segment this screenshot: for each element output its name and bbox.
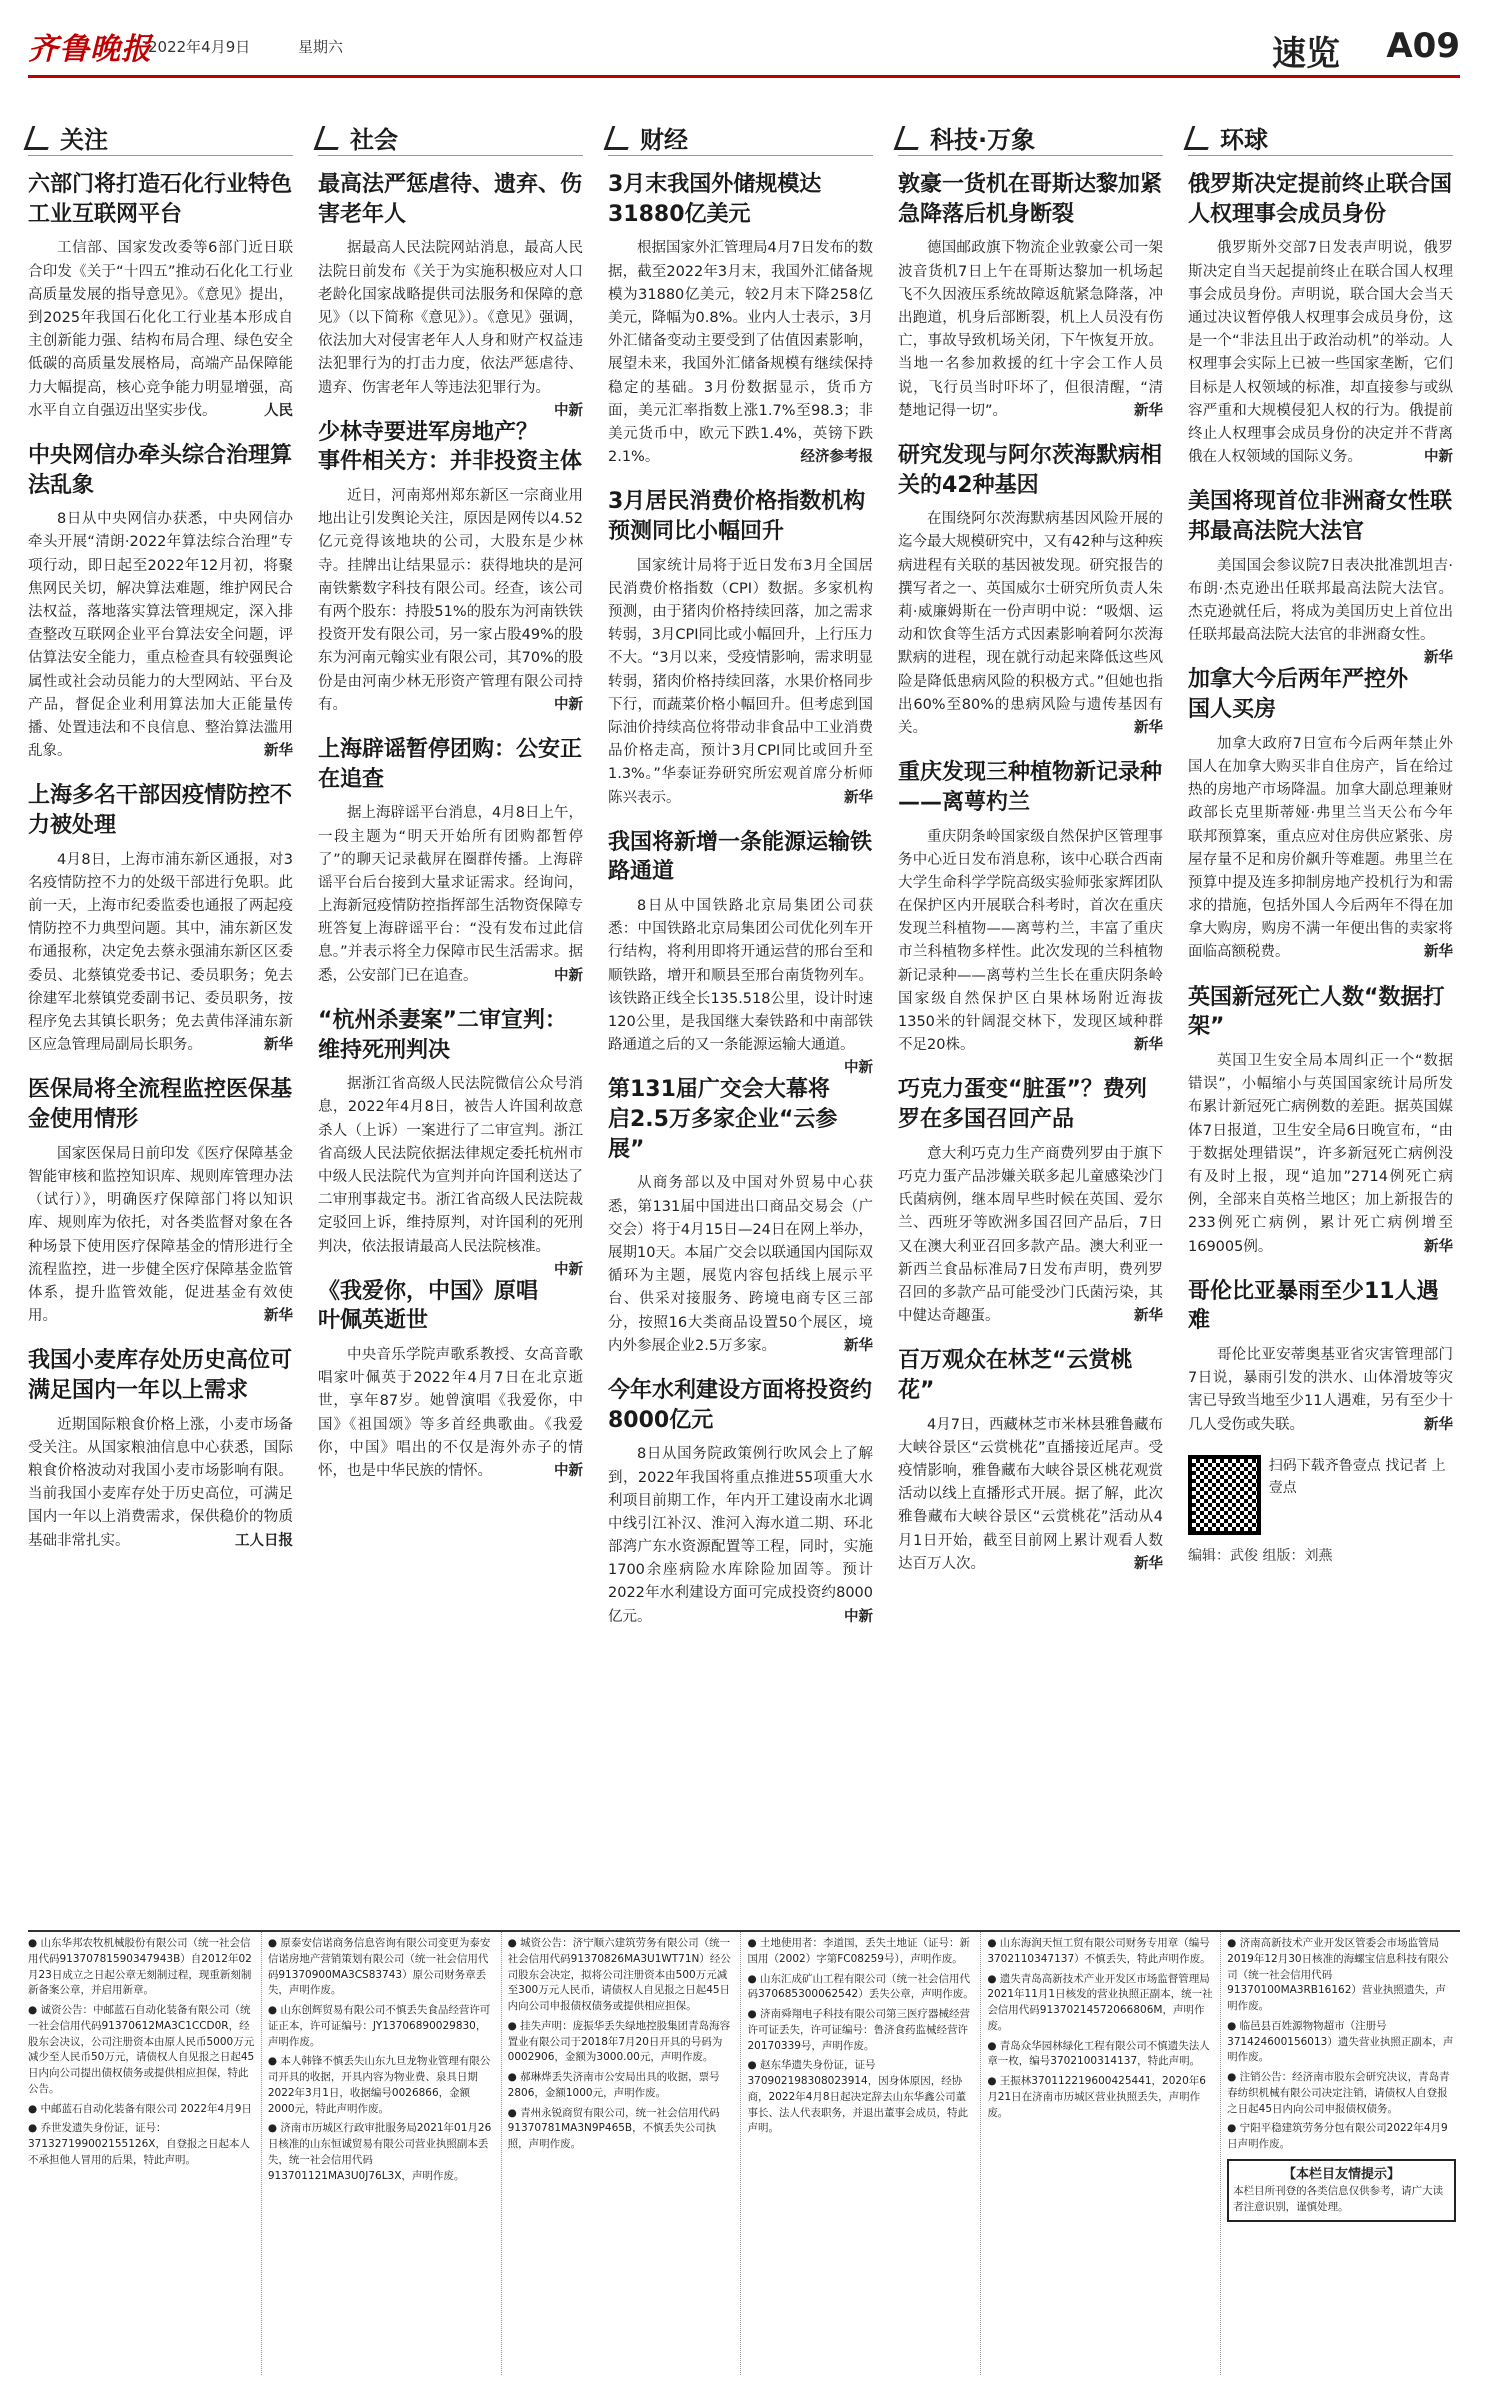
article-headline: 第131届广交会大幕将启2.5万多家企业“云参展”: [608, 1077, 838, 1162]
classified-item: ● 挂失声明：庞振华丢失绿地控股集团青岛海容置业有限公司于2018年7月20日开具的号码为0002906，金额为3000.00元，声明作废。: [507, 2019, 731, 2064]
classified-item: ● 济南舜翔电子科技有限公司第三医疗器械经营许可证丢失，许可证编号：鲁济食药监械经营许20170339号，声明作废。: [747, 2008, 970, 2052]
article: [318, 1006, 583, 1278]
classified-item: ● 赵东华遗失身份证，证号370902198308023914，因身体原因，经协商，2022年4月8日起决定辞去山东华鑫公司董事长、法人代表职务，并退出董事会成员，特此声明。: [747, 2059, 968, 2135]
news-column-5: [1188, 120, 1453, 1565]
article-source: 中新: [844, 1608, 873, 1625]
article-source: 新华: [264, 1308, 293, 1325]
article-source: 中新: [554, 1261, 583, 1278]
article-headline: 我国将新增一条能源运输铁路通道: [608, 829, 873, 885]
article-headline: 少林寺要进军房地产？事件相关方：并非投资主体: [318, 419, 583, 475]
article: [318, 170, 583, 419]
article-headline: 英国新冠死亡人数“数据打架”: [1188, 984, 1445, 1040]
article-headline: 哥伦比亚暴雨至少11人遇难: [1188, 1278, 1439, 1334]
news-column-1: [28, 120, 293, 1571]
column-tag: [608, 120, 873, 156]
news-column-3: [608, 120, 873, 1647]
article-source: 新华: [1134, 1037, 1163, 1054]
classified-item: ● 遗失青岛高新技术产业开发区市场监督管理局2021年11月1日核发的营业执照正副本，统一社会信用代码91370214572066806M，声明作废。: [987, 1972, 1213, 2032]
article-source: 新华: [1134, 1555, 1163, 1572]
arrow-mark-icon: [894, 126, 927, 150]
classified-item: ● 城资公告：济宁顺六建筑劳务有限公司（统一社会信用代码91370826MA3U1WT71N）经公司股东会决定，拟将公司注册资本由500万元减至300万元人民币，请债权人自见报之日起45日内向公司申报债权债务或提供相应担保。: [507, 1937, 731, 2012]
article-headline: 俄罗斯决定提前终止联合国人权理事会成员身份: [1188, 172, 1453, 227]
article-source: 新华: [844, 1337, 873, 1354]
classified-item: ● 注销公告：经济南市股东会研究决议，青岛青春纺织机械有限公司决定注销，请债权人自登报之日起45日内向公司申报债权债务。: [1227, 2071, 1450, 2115]
article-body: 近日，河南郑州郑东新区一宗商业用地出让引发舆论关注，原因是网传以4.52亿元竞得该地块的公司，大股东是少林寺。挂牌出让结果显示：获得地块的是河南铁紫数字科技有限公司。经查，该公司有两个股东：持股51%的股东为河南铁铁投资开发有限公司，另一家占股49%的股东为河南元翰实业有限公司，其70%的股份是由河南少林无形资产管理有限公司持有。 中新: [318, 485, 583, 717]
article-headline: 上海多名干部因疫情防控不力被处理: [28, 783, 293, 838]
article-body: 国家统计局将于近日发布3月全国居民消费价格指数（CPI）数据。多家机构预测，由于猪肉价格持续回落，加之需求转弱，3月CPI同比或小幅回升，上行压力不大。“3月以来，受疫情影响，需求明显转弱，猪肉价格持续回落，水果价格同步下行，而蔬菜价格小幅回升。但考虑到国际油价持续高位将带动非食品中工业消费品价格走高，预计3月CPI同比或回升至1.3%。”华泰证券研究所宏观首席分析师陈兴表示。 新华: [608, 555, 873, 810]
article-source: 新华: [1424, 1238, 1453, 1255]
article-headline: 重庆发现三种植物新记录种——离萼杓兰: [898, 760, 1163, 815]
publication-date: 2022年4月9日: [148, 38, 251, 56]
article-source: 新华: [1424, 944, 1453, 961]
article-headline: 加拿大今后两年严控外国人买房: [1188, 667, 1409, 723]
article-source: 新华: [264, 743, 293, 760]
article-source: 中新: [1424, 449, 1453, 466]
classified-item: ● 山东华邦农牧机械股份有限公司（统一社会信用代码91370781590347943B）自2012年02月23日成立之日起公章无刻制过程，现重新刻制新备案公章，并启用新章。: [28, 1937, 252, 1997]
article: [898, 1075, 1163, 1328]
classified-item: ● 济南高新技术产业开发区管委会市场监管局2019年12月30日核准的海螺宝信息科技有限公司（统一社会信用代码91370100MA3RB16162）营业执照遗失，声明作废。: [1227, 1937, 1449, 2012]
classified-item: ● 山东创辉贸易有限公司不慎丢失食品经营许可证正本，许可证编号：JY13706890029830，声明作废。: [267, 2004, 491, 2048]
classified-item: ● 乔世发遗失身份证，证号：371327199002155126X，自登报之日起本人不承担他人冒用的后果，特此声明。: [28, 2122, 250, 2166]
column-tag-label: 财经: [640, 126, 688, 154]
article: [898, 170, 1163, 423]
article: [608, 828, 873, 1077]
article-headline: 敦豪一货机在哥斯达黎加紧急降落后机身断裂: [898, 172, 1163, 227]
article: [28, 1075, 293, 1328]
classified-column: [268, 1932, 502, 2375]
article: [1188, 983, 1453, 1259]
arrow-mark-icon: [604, 126, 637, 150]
classified-item: ● 原泰安信诺商务信息咨询有限公司变更为泰安信诺房地产营销策划有限公司（统一社会信用代码91370900MA3CS83743）原公司财务章丢失，声明作废。: [267, 1937, 491, 1997]
publication-weekday: 星期六: [298, 38, 344, 56]
classified-column: [28, 1932, 262, 2375]
classified-column: [987, 1932, 1221, 2375]
column-tag: [318, 120, 583, 156]
article-source: 新华: [1424, 1416, 1453, 1433]
column-tag: [1188, 120, 1453, 156]
article-source: 新华: [1134, 719, 1163, 736]
article: [28, 1346, 293, 1553]
article-body: 国家医保局日前印发《医疗保障基金智能审核和监控知识库、规则库管理办法（试行）》，明确医疗保障部门将以知识库、规则库为依托，对各类监督对象在各种场景下使用医疗保障基金的情形进行全流程监控，进一步健全医疗保障基金监管体系，提升监管效能，促进基金有效使用。 新华: [28, 1143, 293, 1329]
classified-column: [508, 1932, 742, 2375]
article-headline: 3月末我国外储规模达31880亿美元: [608, 172, 822, 227]
article-body: 据浙江省高级人民法院微信公众号消息，2022年4月8日，被告人许国利故意杀人（上诉）一案进行了二审宣判。浙江省高级人民法院依据法律规定委托杭州市中级人民法院代为宣判并向许国利送达了二审刑事裁定书。浙江省高级人民法院裁定驳回上诉，维持原判，对许国利的死刑判决，依法报请最高人民法院核准。 中新: [318, 1073, 583, 1259]
article-body: 据最高人民法院网站消息，最高人民法院日前发布《关于为实施积极应对人口老龄化国家战略提供司法服务和保障的意见》（以下简称《意见》）。《意见》强调，依法加大对侵害老年人人身和财产权益违法犯罪行为的打击力度，依法严惩虐待、遗弃、伤害老年人等违法犯罪行为。 中新: [318, 237, 583, 399]
article: [28, 441, 293, 763]
article-source: 新华: [1424, 650, 1453, 667]
classified-item: ● 本人韩锋不慎丢失山东九旦龙物业管理有限公司开具的收据，开具内容为物业费、泉具日期2022年3月1日，收据编号0026866，金额2000元，特此声明作废。: [267, 2055, 491, 2115]
article-body: 重庆阴条岭国家级自然保护区管理事务中心近日发布消息称，该中心联合西南大学生命科学学院高级实验师张家辉团队在保护区内开展联合科考时，首次在重庆发现兰科植物——离萼杓兰，丰富了重庆市兰科植物多样性。此次发现的兰科植物新记录种——离萼杓兰生长在重庆阴条岭国家级自然保护区白果林场附近海拔1350米的针阔混交林下，发现区域种群不足20株。 新华: [898, 826, 1163, 1058]
article-body: 俄罗斯外交部7日发表声明说，俄罗斯决定自当天起提前终止在联合国人权理事会成员身份。声明说，联合国大会当天通过决议暂停俄人权理事会成员身份，这是一个“非法且出于政治动机”的举动。人权理事会实际上已被一些国家垄断，它们目标是人权领域的标准，却直接参与或纵容严重和大规模侵犯人权的行为。俄提前终止人权理事会成员身份的决定并不背离俄在人权领域的国际义务。 中新: [1188, 237, 1453, 469]
article-source: 新华: [1134, 1308, 1163, 1325]
classified-item: ● 郝琳烨丢失济南市公安局出具的收据，票号2806，金额1000元，声明作废。: [507, 2071, 720, 2099]
hint-text: 本栏目所刊登的各类信息仅供参考，请广大读者注意识别，谨慎处理。: [1233, 2185, 1444, 2213]
article-body: 德国邮政旗下物流企业敦豪公司一架波音货机7日上午在哥斯达黎加一机场起飞不久因液压系统故障返航紧急降落，冲出跑道，机身后部断裂，机上人员没有伤亡，事故导致机场关闭，下午恢复开放。当地一名参加救援的红十字会工作人员说，飞行员当时吓坏了，但很清醒，“清楚地记得一切”。 新华: [898, 237, 1163, 423]
article-headline: 医保局将全流程监控医保基金使用情形: [28, 1077, 293, 1133]
article-source: 新华: [1134, 402, 1163, 419]
article: [608, 1075, 873, 1358]
hint-title: 【本栏目友情提示】: [1283, 2166, 1401, 2182]
column-tag-label: 科技·万象: [930, 126, 1036, 154]
qr-code-icon[interactable]: [1188, 1455, 1261, 1535]
article-headline: 巧克力蛋变“脏蛋”？费列罗在多国召回产品: [898, 1077, 1147, 1133]
article-body: 8日从国务院政策例行吹风会上了解到，2022年我国将重点推进55项重大水利项目前期工作，年内开工建设南水北调中线引江补汉、淮河入海水道二期、环北部湾广东水资源配置等工程，同时，实施1700余座病险水库除险加固等。预计2022年水利建设方面可完成投资约8000亿元。 中新: [608, 1443, 873, 1629]
article-body: 在围绕阿尔茨海默病基因风险开展的迄今最大规模研究中，又有42种与这种疾病进程有关联的基因被发现。研究报告的撰写者之一、英国威尔士研究所负责人朱莉·威廉姆斯在一份声明中说：“吸烟、运动和饮食等生活方式因素影响着阿尔茨海默病的进程，现在就行动起来降低这些风险是降低患病风险的积极方式。”但她也指出60%至80%的患病风险与遗传基因有关。 新华: [898, 508, 1163, 740]
article-source: 中新: [554, 696, 583, 713]
article-body: 据上海辟谣平台消息，4月8日上午，一段主题为“明天开始所有团购都暂停了”的聊天记录截屏在圈群传播。上海辟谣平台后台接到大量求证需求。经询问，上海新冠疫情防控指挥部生活物资保障专班答复上海辟谣平台：“没有发布过此信息。”并表示将全力保障市民生活需求。据悉，公安部门已在追查。 中新: [318, 802, 583, 988]
classified-item: ● 济南市历城区行政审批服务局2021年01月26日核准的山东恒诚贸易有限公司营业执照副本丢失，统一社会信用代码913701121MA3U0J76L3X，声明作废。: [267, 2122, 492, 2182]
column-tag-label: 社会: [350, 126, 398, 154]
article-body: 英国卫生安全局本周纠正一个“数据错误”，小幅缩小与英国国家统计局所发布累计新冠死亡病例数的差距。据英国媒体7日报道，卫生安全局6日晚宣布，“由于数据处理错误”，许多新冠死亡病例没有及时上报，现“追加”2714例死亡病例，全部来自英格兰地区；加上新报告的233例死亡病例，累计死亡病例增至169005例。 新华: [1188, 1050, 1453, 1259]
article: [898, 758, 1163, 1057]
article: [28, 170, 293, 423]
column-tag: [28, 120, 293, 156]
article: [318, 735, 583, 988]
arrow-mark-icon: [314, 126, 347, 150]
article: [28, 781, 293, 1057]
article-headline: 美国将现首位非洲裔女性联邦最高法院大法官: [1188, 489, 1453, 544]
article-source: 经济参考报: [800, 449, 873, 466]
article: [898, 441, 1163, 740]
article-headline: 我国小麦库存处历史高位可满足国内一年以上需求: [28, 1348, 293, 1403]
article-source: 中新: [554, 967, 583, 984]
arrow-mark-icon: [1184, 126, 1217, 150]
article-body: 从商务部以及中国对外贸易中心获悉，第131届中国进出口商品交易会（广交会）将于4月15日—24日在网上举办，展期10天。本届广交会以联通国内国际双循环为主题，展览内容包括线上展示平台、供采对接服务、跨境电商专区三部分，按照16大类商品设置50个展区，境内外参展企业2.5万多家。 新华: [608, 1172, 873, 1358]
article: [608, 487, 873, 809]
arrow-mark-icon: [24, 126, 57, 150]
article-headline: “杭州杀妻案”二审宣判：维持死刑判决: [318, 1007, 567, 1063]
newspaper-logo: 齐鲁晚报: [28, 32, 152, 67]
classified-item: ● 宁阳平稳建筑劳务分包有限公司2022年4月9日声明作废。: [1227, 2122, 1448, 2150]
article-headline: 3月居民消费价格指数机构预测同比小幅回升: [608, 489, 866, 544]
news-column-2: [318, 120, 583, 1501]
classified-item: ● 土地使用者：李道国，丢失土地证（证号：新国用（2002）字第FC08259号），声明作废。: [747, 1937, 970, 1965]
article: [1188, 170, 1453, 469]
article-body: 近期国际粮食价格上涨，小麦市场备受关注。从国家粮油信息中心获悉，国际粮食价格波动对我国小麦市场影响有限。当前我国小麦库存处于历史高位，可满足国内一年以上消费需求，保供稳价的物质基础非常扎实。 工人日报: [28, 1414, 293, 1553]
column-tag-label: 关注: [60, 126, 108, 154]
column-tag-label: 环球: [1220, 126, 1268, 154]
qr-caption: 扫码下载齐鲁壹点 找记者 上壹点: [1268, 1457, 1446, 1497]
article-source: 中新: [844, 1060, 873, 1077]
article-headline: 研究发现与阿尔茨海默病相关的42种基因: [898, 442, 1163, 498]
classified-item: ● 山东海润天恒工贸有限公司财务专用章（编号3702110347137）不慎丢失，特此声明作废。: [987, 1937, 1211, 1965]
article: [1188, 1277, 1453, 1437]
classified-item: ● 诚资公告：中邮蓝石自动化装备有限公司（统一社会信用代码91370612MA3C1CCD0R，经股东会决议，公司注册资本由原人民币5000万元减少至人民币50万元，请债权人自见报之日起45日内向公司提出债权债务或提供相应担保，特此公告。: [28, 2004, 255, 2095]
article-headline: 今年水利建设方面将投资约8000亿元: [608, 1377, 873, 1433]
qr-promo: [1188, 1455, 1453, 1535]
article-headline: 最高法严惩虐待、遗弃、伤害老年人: [318, 172, 583, 227]
section-name: 速览: [1272, 34, 1340, 74]
article-headline: 百万观众在林芝“云赏桃花”: [898, 1348, 1133, 1403]
article-body: 根据国家外汇管理局4月7日发布的数据，截至2022年3月末，我国外汇储备规模为31880亿美元，较2月末下降258亿美元，降幅为0.8%。业内人士表示，3月外汇储备变动主要受到了估值因素影响，展望未来，我国外汇储备规模有继续保持稳定的基础。3月份数据显示，货币方面，美元汇率指数上涨1.7%至98.3；非美元货币中，欧元下跌1.4%，英镑下跌2.1%。 经济参考报: [608, 237, 873, 469]
article-source: 工人日报: [235, 1532, 293, 1549]
article: [318, 1277, 583, 1484]
classified-item: ● 青州永锐商贸有限公司，统一社会信用代码91370781MA3N9P465B，不慎丢失公司执照，声明作废。: [507, 2106, 720, 2150]
article-body: 哥伦比亚安蒂奥基亚省灾害管理部门7日说，暴雨引发的洪水、山体滑坡等灾害已导致当地至少11人遇难，另有至少十几人受伤或失联。 新华: [1188, 1344, 1453, 1437]
page-number: A09: [1386, 26, 1460, 66]
article-headline: 六部门将打造石化行业特色工业互联网平台: [28, 172, 293, 227]
article-body: 4月8日，上海市浦东新区通报，对3名疫情防控不力的处级干部进行免职。此前一天，上海市纪委监委也通报了两起疫情防控不力典型问题。其中，浦东新区发布通报称，决定免去蔡永强浦东新区区委委员、北蔡镇党委书记、委员职务；免去徐建军北蔡镇党委副书记、委员职务，按程序免去其镇长职务；免去黄伟泽浦东新区应急管理局副局长职务。 新华: [28, 849, 293, 1058]
article-body: 4月7日，西藏林芝市米林县雅鲁藏布大峡谷景区“云赏桃花”直播接近尾声。受疫情影响，雅鲁藏布大峡谷景区桃花观赏活动以线上直播形式开展。据了解，此次雅鲁藏布大峡谷景区“云赏桃花”活动从4月1日开始，截至目前网上累计观看人数达百万人次。 新华: [898, 1414, 1163, 1576]
news-column-4: [898, 120, 1163, 1594]
classified-column: [1227, 1932, 1460, 2375]
article: [608, 170, 873, 469]
article-headline: 《我爱你，中国》原唱叶佩英逝世: [318, 1278, 539, 1334]
article: [1188, 487, 1453, 667]
article-body: 中央音乐学院声歌系教授、女高音歌唱家叶佩英于2022年4月7日在北京逝世，享年87岁。她曾演唱《我爱你，中国》《祖国颂》等多首经典歌曲。《我爱你，中国》唱出的不仅是海外赤子的情怀，也是中华民族的情怀。 中新: [318, 1344, 583, 1483]
classified-item: ● 青岛众华园林绿化工程有限公司不慎遗失法人章一枚，编号3702100314137，特此声明。: [987, 2039, 1210, 2068]
article-source: 新华: [844, 789, 873, 806]
masthead: [28, 22, 1460, 78]
article-body: 意大利巧克力生产商费列罗由于旗下巧克力蛋产品涉嫌关联多起儿童感染沙门氏菌病例，继本周早些时候在英国、爱尔兰、西班牙等欧洲多国召回产品后，7日又在澳大利亚召回多款产品。澳大利亚一新西兰食品标准局7日发布声明，费列罗召回的多款产品可能受沙门氏菌污染，其中健达奇趣蛋。 新华: [898, 1143, 1163, 1329]
article-body: 加拿大政府7日宣布今后两年禁止外国人在加拿大购买非自住房产，旨在给过热的房地产市场降温。加拿大副总理兼财政部长克里斯蒂娅·弗里兰当天公布今年联邦预算案，重点应对住房供应紧张、房屋存量不足和房价飙升等难题。弗里兰在预算中提及连多抑制房地产投机行为和需求的措施，包括外国人今后两年不得在加拿大购房，购房不满一年便出售的卖家将面临高额税费。 新华: [1188, 733, 1453, 965]
article-source: 新华: [264, 1037, 293, 1054]
classified-item: ● 山东汇成矿山工程有限公司（统一社会信用代码370685300062542）丢失公章，声明作废。: [747, 1972, 974, 2001]
article: [608, 1376, 873, 1629]
article-body: 8日从中国铁路北京局集团公司获悉：中国铁路北京局集团公司优化列车开行结构，将利用即将开通运营的邢台至和顺铁路，增开和顺县至邢台南货物列车。该铁路正线全长135.518公里，设计时速120公里，是我国继大秦铁路和中南部铁路通道之后的又一条能源运输大通道。 中新: [608, 895, 873, 1057]
article: [898, 1346, 1163, 1576]
classified-item: ● 中邮蓝石自动化装备有限公司 2022年4月9日: [28, 2102, 252, 2115]
hint-box: [1227, 2159, 1456, 2222]
article: [1188, 665, 1453, 964]
article-source: 人民: [264, 402, 293, 419]
column-tag: [898, 120, 1163, 156]
classified-item: ● 临邑县百姓源物物超市（注册号371424600156013）遗失营业执照正副本，声明作废。: [1227, 2019, 1454, 2064]
editor-credits: 编辑：武俊 组版：刘燕: [1188, 1547, 1333, 1564]
article-headline: 中央网信办牵头综合治理算法乱象: [28, 442, 293, 498]
article-body: 8日从中央网信办获悉，中央网信办牵头开展“清朗·2022年算法综合治理”专项行动，即日起至2022年12月初，将聚焦网民关切，解决算法难题，维护网民合法权益，落地落实算法管理规定，深入排查整改互联网企业平台算法安全问题，评估算法安全能力，重点检查具有较强舆论属性或社会动员能力的大型网站、平台及产品，督促企业利用算法加大正能量传播、处置违法和不良信息、整治算法滥用乱象。 新华: [28, 508, 293, 763]
article-headline: 上海辟谣暂停团购：公安正在追查: [318, 736, 583, 792]
classified-column: [747, 1932, 981, 2375]
article-body: 美国国会参议院7日表决批准凯坦吉·布朗·杰克逊出任联邦最高法院大法官。杰克逊就任后，将成为美国历史上首位出任联邦最高法院大法官的非洲裔女性。 新华: [1188, 555, 1453, 648]
article-body: 工信部、国家发改委等6部门近日联合印发《关于“十四五”推动石化化工行业高质量发展的指导意见》。《意见》提出，到2025年我国石化化工行业基本形成自主创新能力强、结构布局合理、绿色安全低碳的高质量发展格局，高端产品保障能力大幅提高，核心竞争能力明显增强，高水平自立自强迈出坚实步伐。 人民: [28, 237, 293, 423]
article-source: 中新: [554, 402, 583, 419]
article: [318, 418, 583, 717]
article-source: 中新: [554, 1463, 583, 1479]
classified-item: ● 王振林370112219600425441，2020年6月21日在济南市历城区营业执照丢失，声明作废。: [987, 2075, 1206, 2119]
classified-ads: [28, 1930, 1460, 2375]
